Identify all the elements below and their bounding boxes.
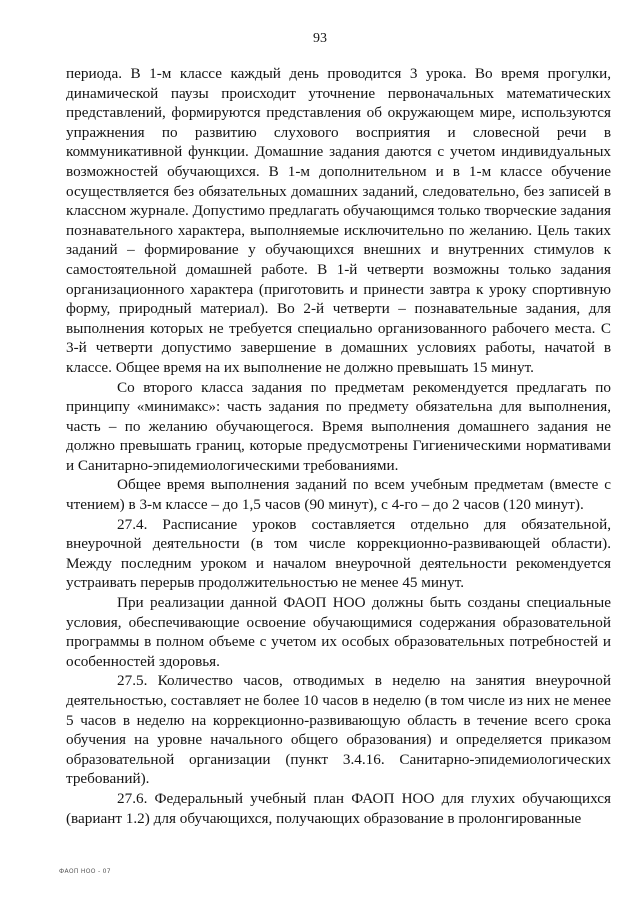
paragraph: Со второго класса задания по предметам рекомендуется предлагать по принципу «минимакс»: часть задания по предмету обязательна для выполнения, часть – по желанию обучающегося. Время выполнения домашнего задания не должно превышать границ, которые предусмотрены Гигиеническими нормативами и Санитарно-эпидемиологическими требованиями. — [66, 378, 611, 474]
paragraph: 27.6. Федеральный учебный план ФАОП НОО для глухих обучающихся (вариант 1.2) для обучающихся, получающих образование в пролонгированные — [66, 789, 611, 827]
paragraph: 27.5. Количество часов, отводимых в неделю на занятия внеурочной деятельностью, составляет не более 10 часов в неделю (в том числе из них не менее 5 часов в неделю на коррекционно-развивающую область в течение всего срока обучения на уровне начального общего образования) и определяется приказом образовательной организации (пункт 3.4.16. Санитарно-эпидемиологических требований). — [66, 672, 611, 788]
paragraph: периода. В 1-м классе каждый день проводится 3 урока. Во время прогулки, динамической паузы происходит уточнение первоначальных математических представлений, формируются представления об окружающем мире, используются упражнения по развитию слухового восприятия и словесной речи в коммуникативной функции. Домашние задания даются с учетом индивидуальных возможностей обучающихся. В 1-м дополнительном и в 1-м классе обучение осуществляется без обязательных домашних заданий, следовательно, без записей в классном журнале. Допустимо предлагать обучающимся только творческие задания познавательного характера, выполняемые исключительно по желанию. Цель таких заданий – формирование у обучающихся внешних и внутренних стимулов к самостоятельной домашней работе. В 1-й четверти возможны только задания организационного характера (приготовить и принести завтра к уроку спортивную форму, природный материал). Во 2-й четверти – познавательные задания, для выполнения которых не требуется специально организованного рабочего места. С 3-й четверти допустимо завершение в домашних условиях работы, начатой в классе. Общее время на их выполнение не должно превышать 15 минут. — [66, 65, 611, 376]
paragraph: Общее время выполнения заданий по всем учебным предметам (вместе с чтением) в 3-м классе – до 1,5 часов (90 минут), с 4-го – до 2 часов (120 минут). — [66, 476, 611, 514]
paragraph: 27.4. Расписание уроков составляется отдельно для обязательной, внеурочной деятельности (в том числе коррекционно-развивающей области). Между последним уроком и началом внеурочной деятельности рекомендуется устраивать перерыв продолжительностью не менее 45 минут. — [66, 515, 611, 592]
document-body — [66, 64, 611, 828]
paragraph: При реализации данной ФАОП НОО должны быть созданы специальные условия, обеспечивающие освоение обучающимися содержания образовательной программы в полном объеме с учетом их особых образовательных потребностей и особенностей здоровья. — [66, 594, 611, 670]
footer-code: ФАОП НОО - 07 — [59, 868, 111, 875]
page-number: 93 — [313, 31, 327, 46]
